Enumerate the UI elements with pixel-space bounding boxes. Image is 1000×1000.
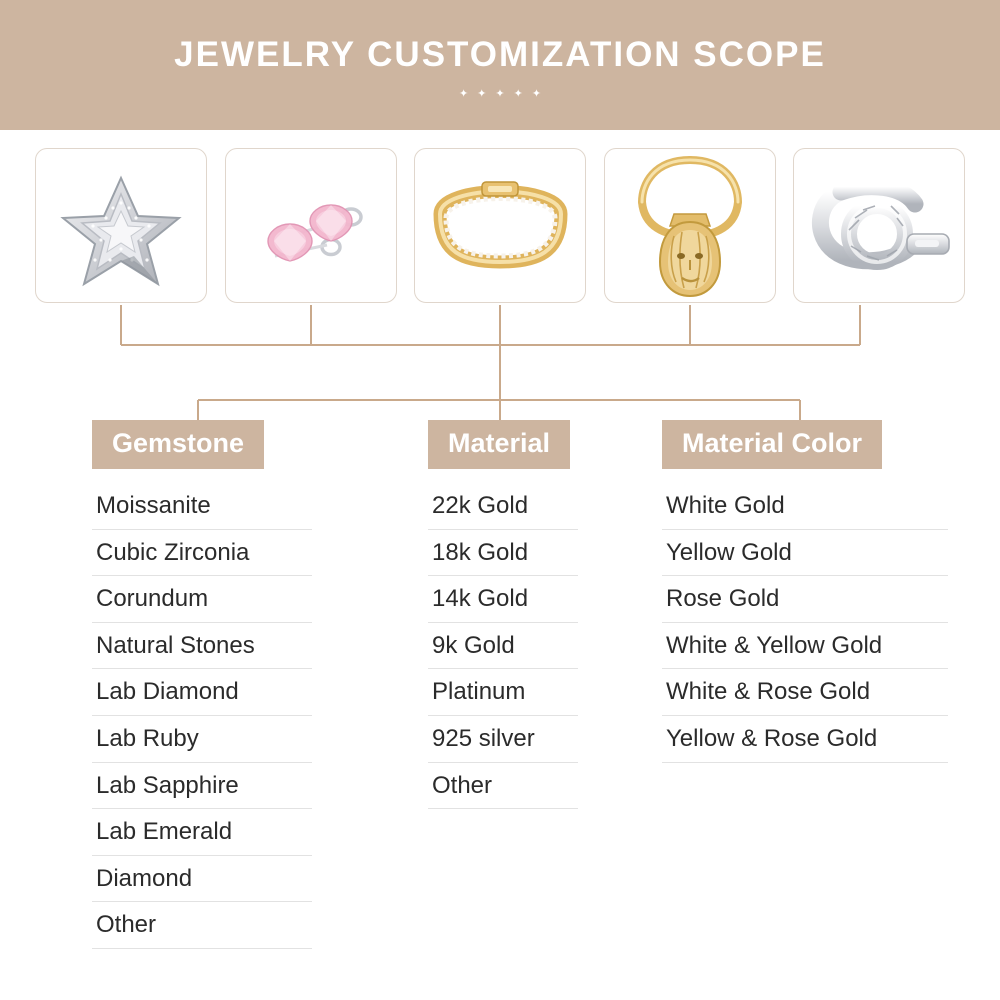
- material-option-list: [428, 483, 638, 809]
- list-item[interactable]: 925 silver: [428, 716, 578, 763]
- jesus-pendant-image: [606, 150, 774, 302]
- list-item[interactable]: Yellow Gold: [662, 530, 948, 577]
- star-icon: ✦: [513, 87, 523, 100]
- product-card-stud-earrings[interactable]: [225, 148, 397, 303]
- product-card-cuban-chain[interactable]: [793, 148, 965, 303]
- list-item[interactable]: Yellow & Rose Gold: [662, 716, 948, 763]
- product-card-jesus-pendant[interactable]: [604, 148, 776, 303]
- page-header: [0, 0, 1000, 130]
- gemstone-option-list: [92, 483, 392, 949]
- list-item[interactable]: Corundum: [92, 576, 312, 623]
- cuban-chain-image: [799, 156, 959, 296]
- star-divider: [459, 89, 541, 100]
- star-icon: ✦: [531, 87, 542, 100]
- product-card-star-pendant[interactable]: [35, 148, 207, 303]
- list-item[interactable]: Platinum: [428, 669, 578, 716]
- material-color-option-list: [662, 483, 952, 763]
- list-item[interactable]: 22k Gold: [428, 483, 578, 530]
- list-item[interactable]: Moissanite: [92, 483, 312, 530]
- list-item[interactable]: Other: [92, 902, 312, 949]
- list-item[interactable]: 9k Gold: [428, 623, 578, 670]
- star-icon: ✦: [458, 87, 469, 100]
- list-item[interactable]: Diamond: [92, 856, 312, 903]
- list-item[interactable]: Rose Gold: [662, 576, 948, 623]
- list-item[interactable]: Lab Ruby: [92, 716, 312, 763]
- list-item[interactable]: Other: [428, 763, 578, 810]
- list-item[interactable]: Natural Stones: [92, 623, 312, 670]
- stud-earrings-image: [235, 161, 387, 291]
- star-pendant-image: [46, 156, 196, 296]
- star-icon: ✦: [495, 87, 505, 100]
- category-material: [428, 420, 638, 949]
- list-item[interactable]: White & Yellow Gold: [662, 623, 948, 670]
- list-item[interactable]: 18k Gold: [428, 530, 578, 577]
- category-header-gemstone: Gemstone: [92, 420, 264, 469]
- category-material-color: [662, 420, 952, 949]
- list-item[interactable]: Lab Diamond: [92, 669, 312, 716]
- list-item[interactable]: 14k Gold: [428, 576, 578, 623]
- category-header-material: Material: [428, 420, 570, 469]
- list-item[interactable]: White & Rose Gold: [662, 669, 948, 716]
- page-title: JEWELRY CUSTOMIZATION SCOPE: [174, 35, 826, 75]
- category-columns: [0, 420, 1000, 949]
- product-thumbnail-row: [35, 148, 965, 303]
- category-header-material-color: Material Color: [662, 420, 882, 469]
- star-icon: ✦: [477, 87, 487, 100]
- tennis-bracelet-image: [418, 166, 583, 286]
- list-item[interactable]: Lab Emerald: [92, 809, 312, 856]
- category-gemstone: [92, 420, 392, 949]
- list-item[interactable]: Cubic Zirconia: [92, 530, 312, 577]
- list-item[interactable]: White Gold: [662, 483, 948, 530]
- product-card-tennis-bracelet[interactable]: [414, 148, 586, 303]
- list-item[interactable]: Lab Sapphire: [92, 763, 312, 810]
